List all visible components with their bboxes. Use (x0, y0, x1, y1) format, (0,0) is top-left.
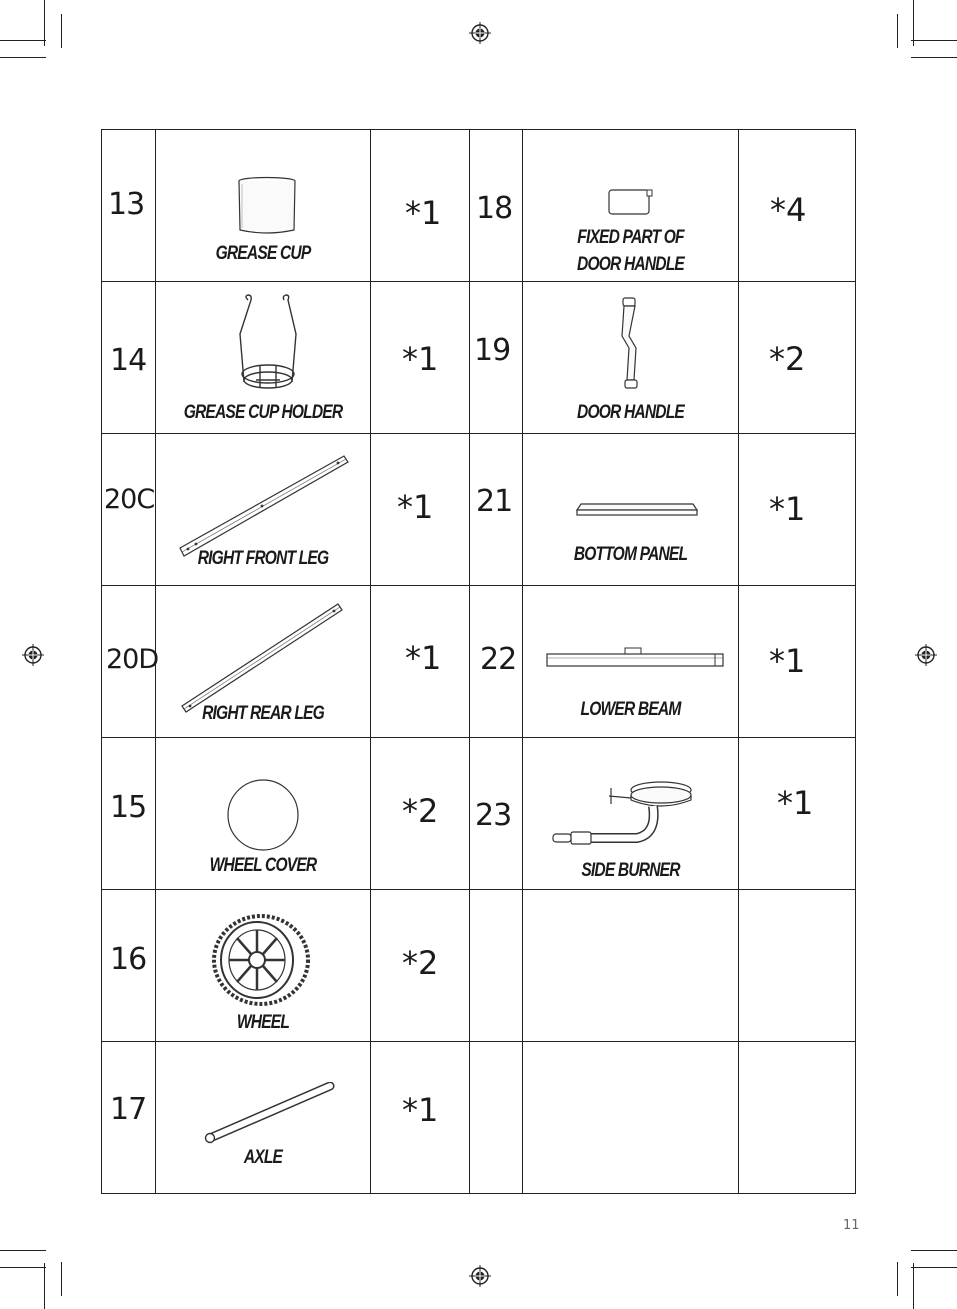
table-row (102, 586, 856, 738)
part-illustration-cell (156, 1042, 371, 1194)
quantity-cell (739, 586, 856, 738)
registration-mark-icon (469, 22, 491, 44)
crop-mark (0, 1267, 46, 1268)
fixed-door-handle-part-icon (607, 187, 655, 217)
bottom-panel-icon (575, 500, 699, 520)
part-name: GREASE CUP HOLDER (183, 402, 343, 423)
crop-mark (911, 1250, 957, 1251)
wheel-icon (211, 914, 311, 1006)
part-illustration-cell (523, 738, 739, 890)
part-number-cell (102, 890, 156, 1042)
part-number-cell (102, 130, 156, 282)
part-name: WHEEL (236, 1012, 290, 1033)
part-number: 20D (106, 644, 159, 675)
part-quantity: *1 (777, 784, 814, 822)
crop-mark (911, 57, 957, 58)
part-number-cell (470, 282, 523, 434)
part-illustration-cell (523, 586, 739, 738)
part-quantity: *4 (770, 191, 807, 229)
empty-cell (523, 890, 739, 1042)
quantity-cell (371, 586, 470, 738)
part-illustration-cell (156, 586, 371, 738)
part-number: 17 (110, 1092, 147, 1127)
quantity-cell (739, 434, 856, 586)
quantity-cell (739, 130, 856, 282)
part-number-cell (102, 434, 156, 586)
part-quantity: *1 (405, 639, 442, 677)
part-number: 21 (476, 484, 513, 519)
part-quantity: *1 (397, 488, 434, 526)
part-illustration-cell (523, 282, 739, 434)
crop-mark (0, 57, 46, 58)
quantity-cell (739, 738, 856, 890)
table-row (102, 130, 856, 282)
part-number: 13 (108, 187, 145, 222)
part-number-cell (102, 1042, 156, 1194)
part-name: LOWER BEAM (580, 699, 681, 720)
part-name: RIGHT REAR LEG (202, 703, 324, 724)
crop-mark (897, 14, 898, 48)
table-row (102, 738, 856, 890)
table-row (102, 282, 856, 434)
registration-mark-icon (469, 1265, 491, 1287)
crop-mark (913, 0, 914, 46)
part-quantity: *2 (402, 792, 439, 830)
part-number-cell (470, 586, 523, 738)
quantity-cell (371, 434, 470, 586)
part-number: 14 (110, 343, 147, 378)
part-number-cell (470, 738, 523, 890)
crop-mark (0, 1250, 46, 1251)
part-number-cell (470, 434, 523, 586)
part-number-cell (470, 130, 523, 282)
crop-mark (61, 1262, 62, 1296)
part-name-line-1: FIXED PART OF (577, 227, 684, 248)
part-name: AXLE (243, 1147, 283, 1168)
part-name: DOOR HANDLE (577, 402, 684, 423)
part-number: 18 (476, 191, 513, 226)
part-illustration-cell (156, 434, 371, 586)
part-quantity: *2 (769, 340, 806, 378)
part-illustration-cell (523, 434, 739, 586)
quantity-cell (371, 738, 470, 890)
empty-cell (523, 1042, 739, 1194)
quantity-cell (371, 130, 470, 282)
part-quantity: *1 (402, 340, 439, 378)
part-number-cell (102, 586, 159, 738)
crop-mark (44, 1263, 45, 1309)
page-number: 11 (843, 1218, 860, 1233)
part-number-cell (102, 282, 156, 434)
table-row (102, 434, 856, 586)
parts-table (101, 129, 856, 1194)
crop-mark (897, 1262, 898, 1296)
crop-mark (0, 40, 46, 41)
part-name: GREASE CUP (215, 243, 311, 264)
part-name-line-2: DOOR HANDLE (577, 254, 684, 275)
part-quantity: *1 (405, 194, 442, 232)
empty-cell (739, 1042, 856, 1194)
part-number-cell (102, 738, 156, 890)
part-illustration-cell (156, 282, 371, 434)
part-illustration-cell (523, 130, 739, 282)
crop-mark (61, 14, 62, 48)
crop-mark (911, 40, 957, 41)
crop-mark (911, 1267, 957, 1268)
part-number: 16 (110, 942, 147, 977)
crop-mark (44, 0, 45, 46)
part-number: 19 (474, 333, 511, 368)
axle-icon (202, 1082, 338, 1144)
quantity-cell (371, 890, 470, 1042)
crop-mark (913, 1263, 914, 1309)
part-name: BOTTOM PANEL (573, 544, 688, 565)
table-row (102, 890, 856, 1042)
part-quantity: *1 (402, 1091, 439, 1129)
part-number: 23 (475, 798, 512, 833)
registration-mark-icon (915, 644, 937, 666)
quantity-cell (371, 1042, 470, 1194)
table-row (102, 1042, 856, 1194)
registration-mark-icon (22, 644, 44, 666)
part-name: WHEEL COVER (209, 855, 317, 876)
part-number: 22 (480, 642, 517, 677)
part-name: RIGHT FRONT LEG (197, 548, 329, 569)
grease-cup-icon (236, 176, 298, 238)
part-quantity: *1 (769, 642, 806, 680)
part-quantity: *1 (769, 490, 806, 528)
grease-cup-holder-icon (234, 294, 302, 394)
empty-cell (739, 890, 856, 1042)
side-burner-icon (549, 776, 695, 856)
empty-cell (470, 1042, 523, 1194)
lower-beam-icon (545, 646, 725, 670)
part-illustration-cell (156, 738, 371, 890)
part-illustration-cell (156, 130, 371, 282)
quantity-cell (371, 282, 470, 434)
quantity-cell (739, 282, 856, 434)
door-handle-icon (619, 296, 641, 392)
part-quantity: *2 (402, 944, 439, 982)
part-illustration-cell (156, 890, 371, 1042)
part-number: 15 (110, 790, 147, 825)
part-number: 20C (104, 484, 155, 515)
empty-cell (470, 890, 523, 1042)
part-name: SIDE BURNER (581, 860, 680, 881)
wheel-cover-icon (226, 778, 300, 852)
